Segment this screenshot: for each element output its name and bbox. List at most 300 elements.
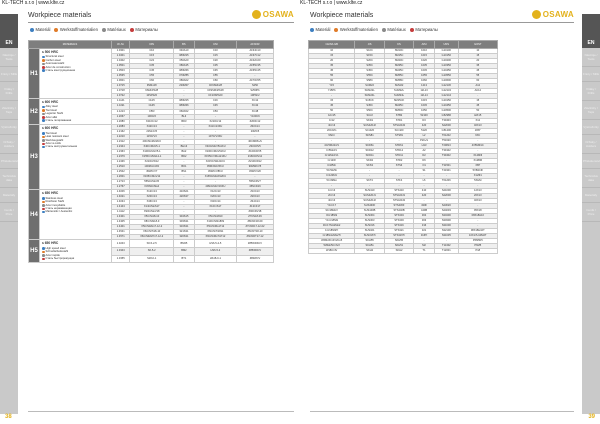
table-cell: STS420J2 <box>384 124 413 129</box>
table-cell: SM15CK <box>384 99 413 104</box>
table-cell: G12130 <box>435 84 459 89</box>
table-cell: 4Cr5MoSiV1 <box>309 144 355 149</box>
table-cell: 420 <box>414 124 435 129</box>
table-cell: - <box>414 184 435 189</box>
side-tab-item[interactable]: Ceník / Price <box>0 203 18 222</box>
table-cell: 1.4301 <box>112 215 130 220</box>
page-title: Workpiece materials <box>310 12 374 19</box>
table-cell: 430F <box>414 204 435 209</box>
group-description <box>40 99 112 125</box>
column-header: W.-Nr. <box>112 41 130 49</box>
group-title: ≤ 650 HRC <box>42 191 59 196</box>
table-cell: 1.4006 <box>112 190 130 195</box>
divider <box>28 411 294 412</box>
table-cell: 1.2713 <box>112 180 130 185</box>
page-number: 38 <box>5 414 12 420</box>
table-cell: 410 <box>414 189 435 194</box>
table-cell: 316S31 <box>174 225 195 230</box>
legend <box>310 27 442 32</box>
table-cell: 15 <box>309 99 355 104</box>
table-cell: - <box>194 180 236 185</box>
table-cell: STD1 <box>384 119 413 124</box>
table-cell: Z7CN18-09 <box>236 215 273 220</box>
group-desc-text: Acier inoxydable <box>45 203 66 207</box>
table-cell: 303 <box>414 219 435 224</box>
bullet-icon <box>42 208 45 211</box>
table-cell: Х12ВМ <box>458 159 497 164</box>
table-cell: Z85WDCV <box>236 248 273 256</box>
legend <box>30 27 162 32</box>
table-cell: X45NiCrMo4 <box>130 185 174 190</box>
table-cell: - <box>174 94 195 99</box>
legend-dot-icon <box>54 28 58 32</box>
group-desc-text: High speed steel <box>45 246 66 250</box>
group-desc-text: Legierter Stahl <box>45 112 63 116</box>
table-cell: 100MnCrW4 <box>130 165 174 170</box>
table-cell: - <box>194 130 236 135</box>
group-desc-text: Сталь инструментальная <box>45 145 78 149</box>
table-cell: - <box>355 169 385 174</box>
table-cell: - <box>384 174 413 179</box>
table-cell: C60 <box>194 79 236 84</box>
table-cell: - <box>174 200 195 205</box>
table-cell: SUS316 <box>355 224 385 229</box>
table-cell: X210CrW12 <box>130 160 174 165</box>
group-desc-text: Werkzeugstahl <box>45 138 64 142</box>
table-cell: 1.2542 <box>112 170 130 175</box>
divider <box>310 411 574 412</box>
table-cell: 1.4104 <box>112 205 130 210</box>
table-cell: 304 <box>414 214 435 219</box>
table-cell: STS303 <box>384 219 413 224</box>
table-cell: 100Cr6 <box>130 114 174 119</box>
bullet-icon <box>42 69 45 72</box>
table-cell: 080M15 <box>174 54 195 59</box>
brand-logo: OSAWA <box>532 10 574 19</box>
side-tab-item[interactable]: Příslušenství <box>582 154 600 169</box>
table-cell: 1060 <box>414 79 435 84</box>
table-cell: D2 <box>414 154 435 159</box>
table-cell: S58C <box>355 79 385 84</box>
side-tab-item[interactable]: Příslušenství <box>0 154 18 169</box>
table-cell: - <box>236 135 273 140</box>
table-cell: 45 <box>309 69 355 74</box>
side-tab-item[interactable]: Výstružníky <box>0 120 18 135</box>
table-cell: 304S15 <box>174 215 195 220</box>
table-cell: 1.4112 <box>112 210 130 215</box>
side-tab-header: EN <box>582 14 600 48</box>
table-cell: - <box>174 140 195 145</box>
side-tab-item[interactable]: Vrtáky / Drills <box>0 82 18 101</box>
table-cell: 9SMn28 <box>130 84 174 89</box>
table-cell: 9SiCr <box>309 134 355 139</box>
table-cell: S1 <box>414 169 435 174</box>
table-cell: 18ХГ <box>458 129 497 134</box>
table-cell: 1.0401 <box>112 54 130 59</box>
side-tab-item[interactable]: Materiály <box>582 188 600 203</box>
table-cell: AF37C12 <box>236 54 273 59</box>
group-desc-text: Acier rapide <box>45 253 60 257</box>
side-tab-item[interactable]: Držáky / Holders <box>582 135 600 154</box>
table-cell: - <box>174 160 195 165</box>
table-cell: W6Mo5Cr4V2Co5 <box>309 239 355 244</box>
table-cell: - <box>194 140 236 145</box>
group-title: ≤ 500 HRC <box>42 50 59 54</box>
table-cell: Z6CNT18-10 <box>236 230 273 235</box>
side-tab-item[interactable]: Materiály <box>0 188 18 203</box>
table-cell: 1.0301 <box>112 49 130 54</box>
table-cell: X8CrNiS18-9 <box>130 220 174 225</box>
table-cell: X6CrNiMoTi17-12-2 <box>130 235 174 240</box>
right-page <box>300 0 600 424</box>
table-cell: 4Х5МФ1С <box>458 144 497 149</box>
table-cell: - <box>194 210 236 215</box>
table-cell: 45 <box>458 69 497 74</box>
side-tab-item[interactable]: Držáky / Holders <box>0 135 18 154</box>
group-desc-text: Сталь конструкционная <box>45 69 76 73</box>
table-cell: G12134 <box>435 89 459 94</box>
side-tab-item[interactable]: Nástroje / Tools <box>582 48 600 67</box>
legend-item <box>30 27 50 32</box>
bullet-icon <box>42 106 45 109</box>
table-cell: X40CrMoV5-1 <box>130 145 174 150</box>
bullet-icon <box>42 247 45 250</box>
table-cell: D6 <box>414 159 435 164</box>
column-header: BS <box>174 41 195 49</box>
table-cell: 45 <box>458 104 497 109</box>
table-cell: 1.4305 <box>112 220 130 225</box>
side-tab-item[interactable]: Vrtáky / Drills <box>582 82 600 101</box>
table-cell: STS316Ti <box>384 234 413 239</box>
table-cell: 316Ti <box>414 234 435 239</box>
table-cell: - <box>174 185 195 190</box>
table-cell: SUM22 <box>384 84 413 89</box>
table-cell: STD61 <box>384 144 413 149</box>
table-cell: C20 <box>194 59 236 64</box>
table-cell: 10Х17Н13М2Т <box>458 234 497 239</box>
table-cell: АС14 <box>458 89 497 94</box>
table-cell: SKH2 <box>384 249 413 254</box>
table-cell: SKH55 <box>384 239 413 244</box>
table-cell: X5CrNiMo1712 <box>194 225 236 230</box>
table-cell: STS420J2 <box>384 199 413 204</box>
bullet-icon <box>42 258 45 261</box>
group-desc-text: Schnellarbeitsstahl <box>45 250 69 254</box>
table-cell: 1213 <box>414 84 435 89</box>
table-cell: 90MWCV5 <box>236 165 273 170</box>
table-cell: 303S31 <box>174 220 195 225</box>
table-cell: 1.2162 <box>112 130 130 135</box>
legend-item <box>130 27 158 32</box>
table-cell: X215CrW121KU <box>194 160 236 165</box>
table-cell: STS321 <box>384 229 413 234</box>
table-cell: C55 <box>130 74 174 79</box>
table-cell: X20Cr13 <box>130 195 174 200</box>
group-desc-text: Stainless steel <box>45 196 63 200</box>
page-number: 39 <box>588 414 595 420</box>
table-cell: 420S37 <box>174 195 195 200</box>
table-cell: 440B <box>414 209 435 214</box>
group-title: ≤ 600 HRC <box>42 100 59 104</box>
brand-logo: OSAWA <box>252 10 294 19</box>
table-cell: SM50C <box>384 109 413 114</box>
table-cell: Z210CW12 <box>236 160 273 165</box>
table-cell: 40Х13 <box>458 199 497 204</box>
table-cell: HS6-5-2-5 <box>194 240 236 248</box>
table-cell: X12Cr13 <box>130 190 174 195</box>
group-description <box>40 240 112 263</box>
table-cell: 50 <box>309 109 355 114</box>
table-cell: STB2 <box>384 114 413 119</box>
table-cell: Z160CDV12 <box>236 155 273 160</box>
side-tab-item[interactable]: Technická data <box>0 169 18 188</box>
table-cell: S44003 <box>435 209 459 214</box>
table-cell: SUS321 <box>355 229 385 234</box>
table-cell: H13 <box>414 144 435 149</box>
table-cell: BM2 <box>174 248 195 256</box>
table-cell: 55 <box>309 74 355 79</box>
table-cell: S30300 <box>435 219 459 224</box>
table-cell: S30400 <box>435 214 459 219</box>
table-cell: O1 <box>414 164 435 169</box>
table-cell: C22 <box>130 59 174 64</box>
table-cell: 1.2312 <box>112 140 130 145</box>
table-cell: - <box>458 184 497 189</box>
table-cell: BH13 <box>174 145 195 150</box>
table-cell: SKH55 <box>355 239 385 244</box>
table-cell: T61202 <box>435 134 459 139</box>
table-cell: 1.2436 <box>112 160 130 165</box>
table-cell: 1.2067 <box>112 114 130 119</box>
site-header: KL-TECH s.r.o | www.klte.cz <box>2 0 65 6</box>
table-cell: SKT4 <box>355 179 385 184</box>
legend-item <box>334 27 378 32</box>
table-cell: X6CrNiTi18-10 <box>130 230 174 235</box>
table-cell: 1.2083 <box>112 125 130 130</box>
table-cell: Z7CND17-12-02 <box>236 225 273 230</box>
table-cell: 1.3355 <box>112 255 130 263</box>
table-cell: T11302 <box>435 244 459 249</box>
side-tab-item[interactable]: Závitníky / Taps <box>582 101 600 120</box>
table-cell: 12L13 <box>414 89 435 94</box>
table-cell: 050A20 <box>174 59 195 64</box>
side-tab-item[interactable]: Výstružníky <box>582 120 600 135</box>
table-cell: Z85WDKCV <box>236 240 273 248</box>
table-cell: Х12МФ <box>458 154 497 159</box>
table-cell: - <box>458 224 497 229</box>
table-cell: Р18 <box>458 249 497 254</box>
table-cell: 1010 <box>414 49 435 54</box>
table-cell: - <box>236 175 273 180</box>
table-cell: 1.0501 <box>112 64 130 69</box>
table-cell: 321S31 <box>174 230 195 235</box>
table-cell: S250Pb <box>236 89 273 94</box>
table-cell: 35 <box>309 64 355 69</box>
table-cell: 1020 <box>414 59 435 64</box>
table-cell: C10 <box>130 49 174 54</box>
side-tab-item[interactable]: Nástroje / Tools <box>0 48 18 67</box>
table-cell: 20 <box>458 59 497 64</box>
table-cell: X41Cr13KU <box>194 125 236 130</box>
table-cell: 45NCD16 <box>236 185 273 190</box>
group-code: H5 <box>29 240 40 263</box>
table-cell: 420 <box>414 194 435 199</box>
column-header: JIS <box>355 41 385 49</box>
table-cell: S31600 <box>435 224 459 229</box>
table-cell: Z40C14 <box>236 125 273 130</box>
table-cell: - <box>174 205 195 210</box>
table-cell: Ck45 <box>130 104 174 109</box>
group-desc-text: Tool steel <box>45 131 57 135</box>
table-cell: CrWMn <box>309 164 355 169</box>
table-cell: 1.0535 <box>112 74 130 79</box>
table-cell: S35C <box>355 64 385 69</box>
group-desc-line <box>42 69 109 72</box>
table-cell: T12001 <box>435 249 459 254</box>
table-cell: L6 <box>414 179 435 184</box>
table-cell: 1.4571 <box>112 235 130 240</box>
table-cell: 1.4401 <box>112 225 130 230</box>
table-cell: W6Mo5Cr4V2 <box>309 244 355 249</box>
table-cell: 20CrMn <box>309 129 355 134</box>
table-cell: - <box>458 204 497 209</box>
table-cell: 1.0503 <box>112 69 130 74</box>
table-cell: 1.4021 <box>112 195 130 200</box>
table-cell: 40CrMnMoS8-6 <box>130 140 174 145</box>
group-desc-text: Carbon steel <box>45 58 61 62</box>
table-cell: Ck15 <box>130 99 174 104</box>
table-cell: 1.2363 <box>112 150 130 155</box>
side-tab <box>0 14 18 414</box>
table-cell: T61206 <box>435 179 459 184</box>
table-cell: - <box>174 89 195 94</box>
table-cell: 5CrNiMo <box>309 179 355 184</box>
logo-icon <box>532 10 541 19</box>
table-cell: SKD1 <box>355 119 385 124</box>
table-cell: C55 <box>194 74 236 79</box>
table-cell: X5CrNiMo17-12-2 <box>130 225 174 230</box>
table-cell: 040A10 <box>174 49 195 54</box>
table-cell: 1045 <box>414 104 435 109</box>
table-cell: T30402 <box>435 154 459 159</box>
table-cell: C45 <box>194 69 236 74</box>
table-cell: C60 <box>130 79 174 84</box>
bullet-icon <box>42 139 45 142</box>
table-cell: 1.2767 <box>112 185 130 190</box>
group-desc-line <box>42 145 109 148</box>
legend-dot-icon <box>130 28 134 32</box>
table-cell: BA2 <box>174 150 195 155</box>
table-cell: SKD11 <box>355 154 385 159</box>
table-cell: SKD12 <box>355 149 385 154</box>
side-tab-item[interactable]: Ceník / Price <box>582 203 600 222</box>
table-cell: G10550 <box>435 74 459 79</box>
table-cell: 1.2601 <box>112 175 130 180</box>
table-row <box>309 249 498 254</box>
side-tab-item[interactable]: Frézy / Mills <box>0 67 18 82</box>
side-tab-item[interactable]: Frézy / Mills <box>582 67 600 82</box>
table-cell: X165CrMoV12 <box>130 175 174 180</box>
logo-icon <box>252 10 261 19</box>
table-cell: X155CrVMo121KU <box>194 155 236 160</box>
table-cell: T31501 <box>435 164 459 169</box>
table-cell: G10450 <box>435 69 459 74</box>
table-cell: X5CrNi18-10 <box>130 215 174 220</box>
side-tab-header: EN <box>0 14 18 48</box>
table-cell: X210Cr12 <box>130 120 174 125</box>
group-desc-text: Сталь легированная <box>45 119 72 123</box>
table-cell: CF9SMnPb28 <box>194 89 236 94</box>
group-description <box>40 190 112 240</box>
column-header: GOST <box>458 41 497 49</box>
table-cell: 080A62 <box>174 79 195 84</box>
table-cell: SUS430F <box>355 204 385 209</box>
table-cell: STF4 <box>384 179 413 184</box>
table-cell: CF10SPb20 <box>194 94 236 99</box>
table-cell: - <box>435 159 459 164</box>
table-cell: S10C <box>355 49 385 54</box>
table-cell: - <box>458 219 497 224</box>
table-cell: 1045 <box>414 69 435 74</box>
table-cell: - <box>458 149 497 154</box>
legend-label: Werkstoffmaterialien <box>339 27 378 32</box>
group-desc-text: Acier à outils <box>45 142 61 146</box>
table-header-row <box>309 41 498 49</box>
side-tab-item[interactable]: Závitníky / Taps <box>0 101 18 120</box>
table-cell: SUS303 <box>355 219 385 224</box>
column-header: KS <box>384 41 413 49</box>
table-cell: S41000 <box>435 189 459 194</box>
table-cell: SM58C <box>384 79 413 84</box>
table-cell: C16 <box>194 99 236 104</box>
table-cell: T30102 <box>435 149 459 154</box>
legend-label: Materiál <box>35 27 51 32</box>
bullet-icon <box>42 136 45 139</box>
table-cell: G10350 <box>435 64 459 69</box>
table-cell: 21MnCr5 <box>130 130 174 135</box>
bullet-icon <box>42 116 45 119</box>
table-cell: C15 <box>130 54 174 59</box>
table-cell: X6CrNiMoTi1712 <box>194 235 236 240</box>
table-cell: ШХ15 <box>458 114 497 119</box>
table-cell: G10450 <box>435 104 459 109</box>
table-cell: 1.2379 <box>112 155 130 160</box>
table-cell: STD11 <box>384 154 413 159</box>
table-cell: 40CMD8+S <box>236 140 273 145</box>
table-cell: Z40CDV5 <box>236 145 273 150</box>
bullet-icon <box>42 197 45 200</box>
legend-label: Materiál <box>315 27 331 32</box>
legend-item <box>310 27 330 32</box>
table-cell: SUS420J1 <box>355 194 385 199</box>
table-cell: 95MnWCr5KU <box>194 165 236 170</box>
table-cell: SM15C <box>384 54 413 59</box>
site-header: KL-TECH s.r.o | www.klte.cz <box>300 0 363 6</box>
table-cell: - <box>174 125 195 130</box>
legend-dot-icon <box>410 28 414 32</box>
table-cell: AF42C20 <box>236 59 273 64</box>
group-desc-line <box>42 210 109 213</box>
table-cell: - <box>355 184 385 189</box>
table-cell: 5120 <box>414 129 435 134</box>
group-desc-text: Heat resistant steel <box>45 135 69 139</box>
table-cell: 0Cr18Ni9 <box>309 214 355 219</box>
table-cell: S250 <box>236 84 273 89</box>
group-code: H2 <box>29 99 40 125</box>
table-cell: SM20C <box>384 59 413 64</box>
side-tab-item[interactable]: Technická data <box>582 169 600 188</box>
legend-label: Материалы <box>415 27 438 32</box>
